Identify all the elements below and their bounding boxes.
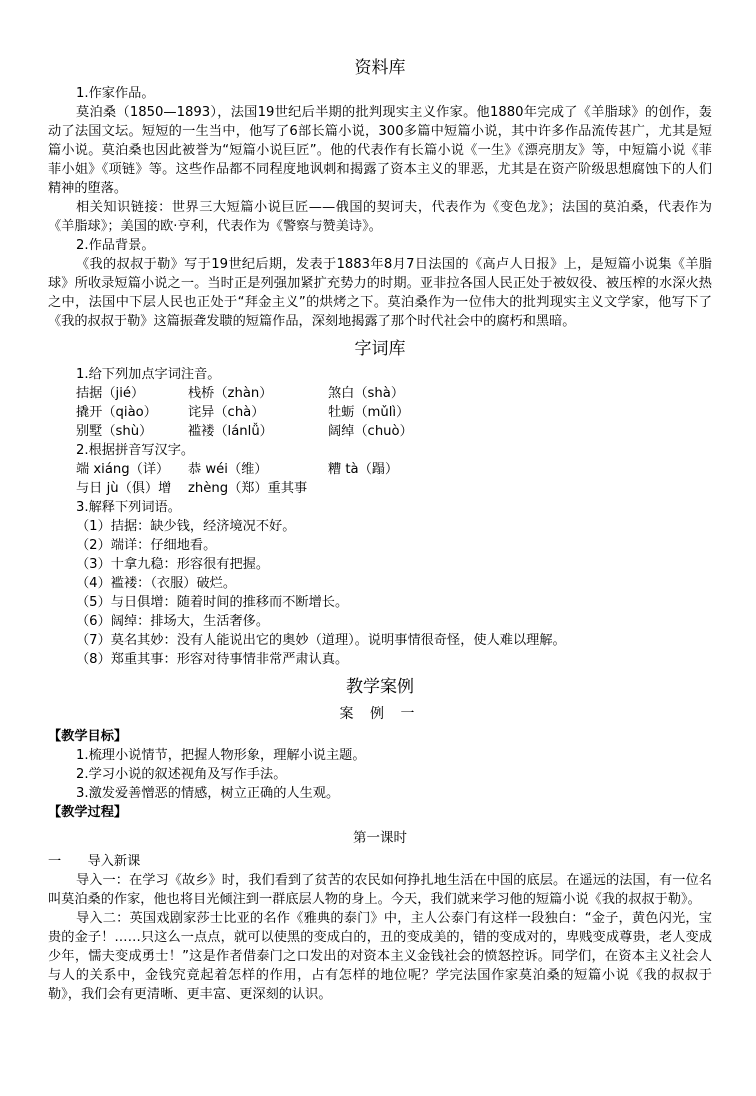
item-heading-works: 1.作家作品。 — [76, 86, 155, 101]
paragraph-knowledge-link: 相关知识链接：世界三大短篇小说巨匠——俄国的契诃夫，代表作为《变色龙》；法国的莫泊桑，代表作为《羊脂球》；美国的欧·亨利，代表作为《警察与赞美诗》。 — [48, 200, 712, 234]
goal-item: 2.学习小说的叙述视角及写作手法。 — [76, 767, 287, 782]
pinyin-table — [48, 384, 712, 441]
case-subtitle: 案 例 一 — [339, 706, 421, 722]
pinyin-cell: 栈桥（zhàn） — [188, 386, 273, 401]
question-heading-pinyin: 1.给下列加点字词注音。 — [76, 367, 221, 382]
definition-item: （6）阔绰：排场大，生活奢侈。 — [76, 614, 270, 629]
hanzi-cell: 恭 wéi（维） — [188, 462, 268, 477]
pinyin-row — [48, 384, 712, 403]
definition-list — [48, 517, 712, 669]
pinyin-cell: 诧异（chà） — [188, 405, 265, 420]
pinyin-cell: 拮据（jié） — [76, 386, 145, 401]
question-heading-explain: 3.解释下列词语。 — [76, 500, 181, 515]
section-title-vocabulary: 字词库 — [354, 339, 406, 359]
pinyin-row — [48, 403, 712, 422]
document-page — [48, 56, 712, 1004]
hanzi-cell: 端 xiáng（详） — [76, 462, 170, 477]
paragraph-intro-two: 导入二：英国戏剧家莎士比亚的名作《雅典的泰门》中，主人公泰门有这样一段独白：“金子，黄色闪光，宝贵的金子！……只这么一点点，就可以使黑的变成白的，丑的变成美的，错的变成对的，卑贱变成尊贵，老人变成少年，懦夫变成勇士！”这是作者借泰门之口发出的对资本主义金钱社会的愤怒控诉。同学们，在资本主义社会人与人的关系中，金钱究竟起着怎样的作用，占有怎样的地位呢？学完法国作家莫泊桑的短篇小说《我的叔叔于勒》，我们会有更清晰、更丰富、更深刻的认识。 — [48, 911, 712, 1002]
definition-item: （4）褴褛：（衣服）破烂。 — [76, 576, 237, 591]
pinyin-cell: 牡蛎（mǔlì） — [328, 405, 410, 420]
pinyin-cell: 别墅（shù） — [76, 424, 153, 439]
lesson-title: 第一课时 — [353, 830, 407, 846]
definition-item: （1）拮据：缺少钱，经济境况不好。 — [76, 519, 296, 534]
section-title-teaching-case: 教学案例 — [346, 677, 414, 697]
pinyin-row — [48, 422, 712, 441]
paragraph-author-bio: 莫泊桑（1850—1893），法国19世纪后半期的批判现实主义作家。他1880年完成了《羊脂球》的创作，轰动了法国文坛。短短的一生当中，他写了6部长篇小说，300多篇中短篇小说，其中许多作品流传甚广，尤其是短篇小说。莫泊桑也因此被誉为“短篇小说巨匠”。他的代表作有长篇小说《一生》《漂亮朋友》等，中短篇小说《菲菲小姐》《项链》等。这些作品都不同程度地讽刺和揭露了资本主义的罪恶，尤其是在资产阶级思想腐蚀下的人们精神的堕落。 — [48, 105, 712, 196]
question-heading-hanzi: 2.根据拼音写汉字。 — [76, 443, 195, 458]
section-title-resources: 资料库 — [354, 58, 406, 78]
hanzi-cell: 糟 tà（蹋） — [328, 462, 399, 477]
process-heading: 【教学过程】 — [48, 805, 128, 820]
hanzi-cell: 与日 jù（俱）增 — [76, 481, 172, 496]
hanzi-row — [48, 460, 712, 479]
item-heading-background: 2.作品背景。 — [76, 238, 155, 253]
paragraph-intro-one: 导入一：在学习《故乡》时，我们看到了贫苦的农民如何挣扎地生活在中国的底层。在遥远的法国，有一位名叫莫泊桑的作家，他也将目光倾注到一群底层人物的身上。今天，我们就来学习他的短篇小说《我的叔叔于勒》。 — [48, 873, 712, 907]
pinyin-cell: 撬开（qiào） — [76, 405, 157, 420]
hanzi-row — [48, 479, 712, 498]
definition-item: （7）莫名其妙：没有人能说出它的奥妙（道理）。说明事情很奇怪，使人难以理解。 — [76, 633, 566, 648]
paragraph-background: 《我的叔叔于勒》写于19世纪后期，发表于1883年8月7日法国的《高卢人日报》上，是短篇小说集《羊脂球》所收录短篇小说之一。当时正是列强加紧扩充势力的时期。亚非拉各国人民正处于被奴役、被压榨的水深火热之中，法国中下层人民也正处于“拜金主义”的烘烤之下。莫泊桑作为一位伟大的批判现实主义文学家，他写下了《我的叔叔于勒》这篇振聋发聩的短篇作品，深刻地揭露了那个时代社会中的腐朽和黑暗。 — [48, 257, 712, 329]
pinyin-cell: 褴褛（lánlǚ） — [188, 424, 273, 439]
part-heading-intro: 一 导入新课 — [48, 854, 141, 869]
definition-item: （5）与日俱增：随着时间的推移而不断增长。 — [76, 595, 349, 610]
definition-item: （2）端详：仔细地看。 — [76, 538, 217, 553]
definition-item: （8）郑重其事：形容对待事情非常严肃认真。 — [76, 652, 349, 667]
goal-item: 1.梳理小说情节，把握人物形象，理解小说主题。 — [76, 748, 366, 763]
hanzi-table — [48, 460, 712, 498]
goal-item: 3.激发爱善憎恶的情感，树立正确的人生观。 — [76, 786, 340, 801]
goals-heading: 【教学目标】 — [48, 729, 128, 744]
definition-item: （3）十拿九稳：形容很有把握。 — [76, 557, 270, 572]
hanzi-cell: zhèng（郑）重其事 — [188, 481, 308, 496]
pinyin-cell: 煞白（shà） — [328, 386, 405, 401]
pinyin-cell: 阔绰（chuò） — [328, 424, 413, 439]
